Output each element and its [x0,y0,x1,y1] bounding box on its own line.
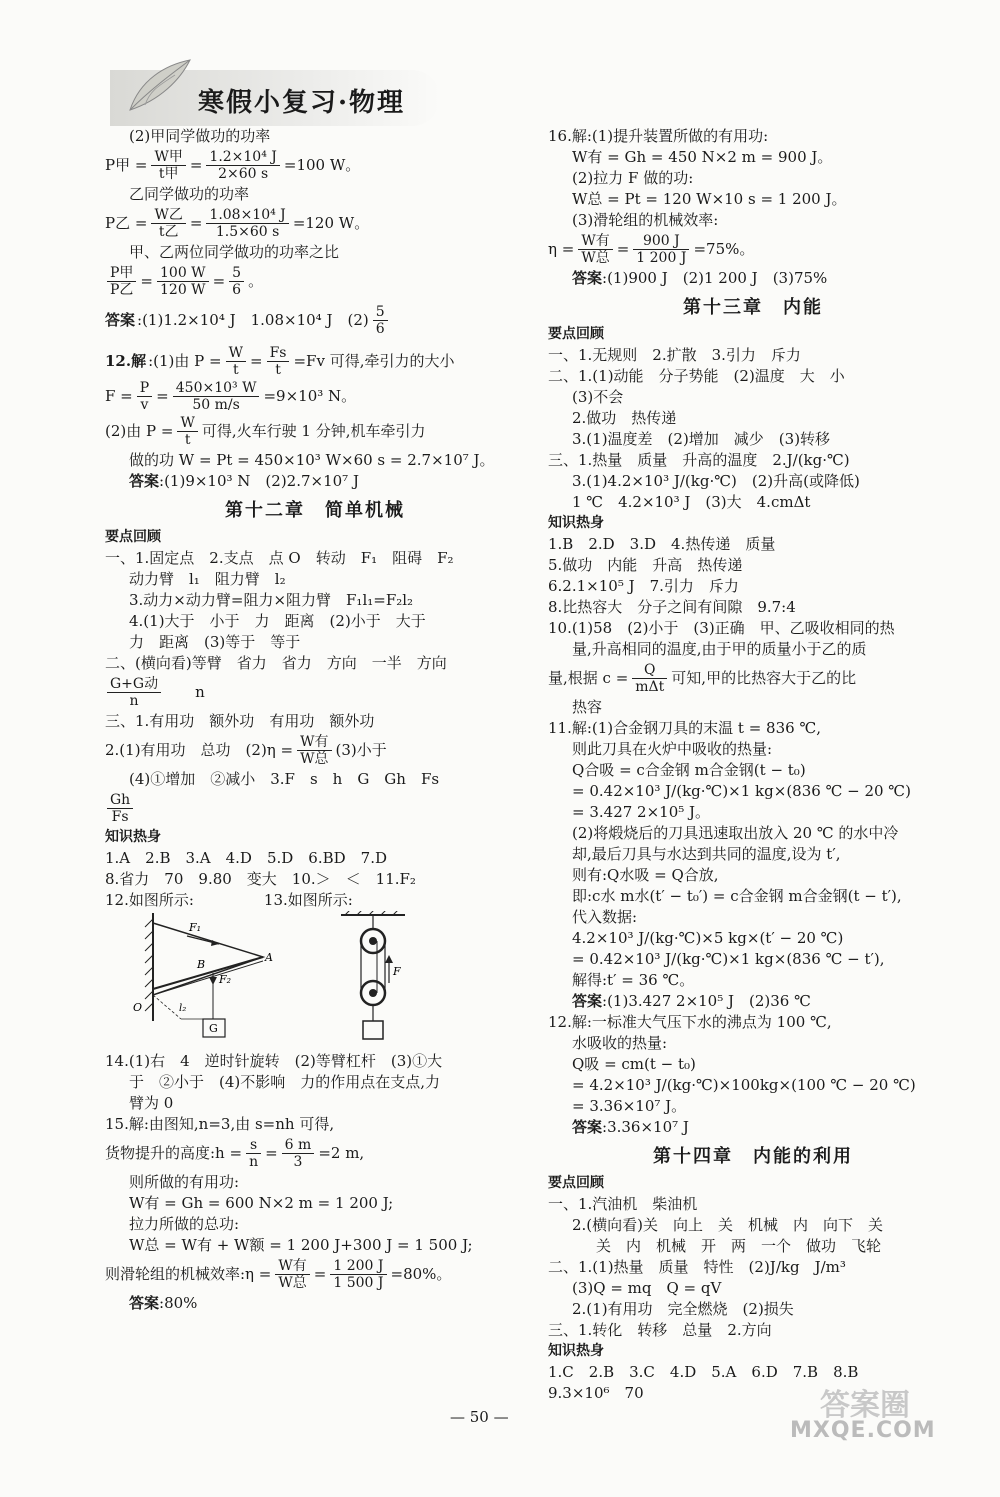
answer-line: 答案:3.36×10⁷ J [572,1118,689,1136]
text-line: 一、1.汽油机 柴油机 [548,1195,698,1213]
text-line: 量,升高相同的温度,由于甲的质量小于乙的质 [572,640,867,658]
section-label: 知识热身 [105,829,161,845]
arm-l2-label: l₂ [179,1003,187,1014]
text-line: (2)甲同学做功的功率 [129,127,271,145]
formula-line: P甲 = $\frac{\text{W甲}}{\text{t甲}}$ = $\frac{\text{1.2×10⁴ J}}{2\times 60 s}$ =100 W。 [105,149,361,182]
text-line: 6.2.1×10⁵ J 7.引力 斥力 [548,577,739,595]
weight-g-label: G [209,1022,218,1035]
lever-diagram [127,911,287,1049]
watermark-url: MXQE.COM [790,1418,936,1443]
text-line: Q吸 = cm(t − t₀) [572,1055,696,1073]
right-column [548,126,958,1404]
chapter-title: 第十四章 内能的利用 [653,1146,853,1167]
chapter-title: 第十三章 内能 [683,297,823,318]
answer-line: 答案:80% [129,1294,198,1312]
text-line: (3)不会 [572,388,624,406]
text-line: 即:c水 m水(t′ − t₀′) = c合金钢 m合金钢(t − t′), [572,887,902,905]
text-line: 拉力所做的总功: [129,1215,240,1233]
formula-line: 则滑轮组的机械效率:η = $\frac{\text{W有}}{\text{W总}}$ = $\frac{1 200 J}{1 500 J}$ =80%。 [105,1258,452,1291]
text-line: = 3.36×10⁷ J。 [572,1097,687,1115]
point-o-label: O [133,1001,143,1014]
text-line: = 3.427 2×10⁵ J。 [572,803,711,821]
leaf-icon [120,50,200,120]
text-line: 8.省力 70 9.80 变大 10.＞ ＜ 11.F₂ [105,870,416,888]
text-line: 4.(1)大于 小于 力 距离 (2)小于 大于 [129,612,426,630]
text-line: 却,最后刀具与水达到共同的温度,设为 t′, [572,845,841,863]
formula-line: 量,根据 c = $\frac{Q}{\text{mΔt}}$ 可知,甲的比热容大于乙的比 [548,662,857,695]
section-label: 要点回顾 [548,326,604,342]
force-f1-label: F₁ [189,921,202,934]
section-label: 要点回顾 [105,529,161,545]
page-number: — 50 — [450,1408,509,1426]
text-line: 则所做的有用功: [129,1173,240,1191]
formula-line: P乙 = $\frac{\text{W乙}}{\text{t乙}}$ = $\frac{\text{1.08×10⁴ J}}{1.5\times 60 s}$ =120 W。 [105,207,370,240]
formula-line: 货物提升的高度:h = $\frac{s}{n}$ = $\frac{6 m}{3}$ =2 m, [105,1137,365,1170]
text-line: 二、1.(1)动能 分子势能 (2)温度 大 小 [548,367,845,385]
text-line: 水吸收的热量: [572,1034,668,1052]
text-line: 热容 [572,698,603,716]
formula-line: 2.(1)有用功 总功 (2)η = $\frac{\text{W有}}{\text{W总}}$ (3)小于 [105,734,387,767]
section-label: 要点回顾 [548,1175,604,1191]
text-line: (3)Q = mq Q = qV [572,1279,722,1297]
text-line: 8.比热容大 分子之间有间隙 9.7:4 [548,598,796,616]
text-line: 12.如图所示: 13.如图所示: [105,891,353,909]
text-line: 二、1.(1)热量 质量 特性 (2)J/kg J/m³ [548,1258,846,1276]
text-line: 1.B 2.D 3.D 4.热传递 质量 [548,535,776,553]
text-line: (4)①增加 ②减小 3.F s h G Gh Fs [129,770,440,788]
text-line: 3.(1)温度差 (2)增加 减少 (3)转移 [572,430,831,448]
text-line: 一、1.固定点 2.支点 点 O 转动 F₁ 阻碍 F₂ [105,549,454,567]
figures-row [105,911,525,1051]
text-line: 臂为 0 [129,1094,174,1112]
text-line: 9.3×10⁶ 70 [548,1384,644,1402]
text-line: 2.(横向看)关 向上 关 机械 内 向下 关 [572,1216,884,1234]
text-line: 2.(1)有用功 完全燃烧 (2)损失 [572,1300,794,1318]
text-line: 解得:t′ = 36 ℃。 [572,971,695,989]
left-column [105,126,525,1314]
answer-line: 答案:(1)9×10³ N (2)2.7×10⁷ J [129,472,359,490]
force-f2-label: F₂ [219,973,232,986]
text-line: = 0.42×10³ J/(kg·℃)×1 kg×(836 ℃ − 20 ℃) [572,782,911,800]
text-line: 4.2×10³ J/(kg·℃)×5 kg×(t′ − 20 ℃) [572,929,844,947]
text-line: W有 = Gh = 450 N×2 m = 900 J。 [572,148,833,166]
text-line: (3)滑轮组的机械效率: [572,211,719,229]
text-line: 1.A 2.B 3.A 4.D 5.D 6.BD 7.D [105,849,387,867]
text-line: = 4.2×10³ J/(kg·℃)×100kg×(100 ℃ − 20 ℃) [572,1076,916,1094]
text-line: 乙同学做功的功率 [129,185,250,203]
formula-line: F = $\frac{P}{v}$ = $\frac{\text{450×10³ W}}{50 m/s}$ =9×10³ N。 [105,380,357,413]
section-label: 知识热身 [548,515,604,531]
text-line: 三、1.转化 转移 总量 2.方向 [548,1321,772,1339]
text-line: W总 = W有 + W额 = 1 200 J+300 J = 1 500 J; [129,1236,473,1254]
text-line: 3.(1)4.2×10³ J/(kg·℃) (2)升高(或降低) [572,472,860,490]
text-line: 1.C 2.B 3.C 4.D 5.A 6.D 7.B 8.B [548,1363,859,1381]
text-line: 12.解:一标准大气压下水的沸点为 100 ℃, [548,1013,832,1031]
problem-12: 12.解 :(1)由 P = $\frac{W}{t}$ = $\frac{Fs}{t}$ =Fv 可得,牵引力的大小 [105,345,455,378]
text-line: 代入数据: [572,908,638,926]
formula-line: η = $\frac{\text{W有}}{\text{W总}}$ = $\frac{900 J}{1 200 J}$ =75%。 [548,233,755,266]
text-line: 力 距离 (3)等于 等于 [129,633,301,651]
pulley-diagram [333,911,413,1049]
answer-line: 答案:(1)3.427 2×10⁵ J (2)36 ℃ [572,992,811,1010]
text-line: Q合吸 = c合金钢 m合金钢(t − t₀) [572,761,806,779]
formula-line: $\frac{\text{P甲}}{\text{P乙}}$ = $\frac{100 W}{120 W}$ = $\frac{5}{6}$ 。 [105,265,525,298]
text-line: 二、(横向看)等臂 省力 省力 方向 一半 方向 [105,654,447,672]
force-f-label: F [393,965,401,978]
point-b-label: B [197,958,206,971]
formula-line: (2)由 P = $\frac{W}{t}$ 可得,火车行驶 1 分钟,机车牵引力 [105,415,426,448]
text-line: 16.解:(1)提升装置所做的有用功: [548,127,769,145]
book-title: 寒假小复习·物理 [198,88,406,118]
text-line: 3.动力×动力臂=阻力×阻力臂 F₁l₁=F₂l₂ [129,591,414,609]
text-line: 关 内 机械 开 两 一个 做功 飞轮 [596,1237,882,1255]
answer-line: 答案:(1)900 J (2)1 200 J (3)75% [572,269,828,287]
formula-line: $\frac{Gh}{Fs}$ [105,792,525,825]
text-line: 甲、乙两位同学做功的功率之比 [129,243,340,261]
text-line: 一、1.无规则 2.扩散 3.引力 斥力 [548,346,801,364]
section-label: 知识热身 [548,1343,604,1359]
text-line: 动力臂 l₁ 阻力臂 l₂ [129,570,286,588]
text-line: 三、1.热量 质量 升高的温度 2.J/(kg·℃) [548,451,850,469]
chapter-title: 第十二章 简单机械 [225,500,405,521]
text-line: 11.解:(1)合金钢刀具的末温 t = 836 ℃, [548,719,822,737]
formula-line: $\frac{\text{G+G动}}{n}$ n [105,676,525,709]
text-line: 15.解:由图知,n=3,由 s=nh 可得, [105,1115,335,1133]
text-line: W总 = Pt = 120 W×10 s = 1 200 J。 [572,190,847,208]
point-a-label: A [265,951,273,964]
text-line: 10.(1)58 (2)小于 (3)正确 甲、乙吸收相同的热 [548,619,895,637]
text-line: = 0.42×10³ J/(kg·℃)×1 kg×(836 ℃ − t′), [572,950,885,968]
text-line: 于 ②小于 (4)不影响 力的作用点在支点,力 [129,1073,441,1091]
text-line: 14.(1)右 4 逆时针旋转 (2)等臂杠杆 (3)①大 [105,1052,443,1070]
text-line: 2.做功 热传递 [572,409,677,427]
text-line: W有 = Gh = 600 N×2 m = 1 200 J; [129,1194,394,1212]
text-line: 1 ℃ 4.2×10³ J (3)大 4.cmΔt [572,493,811,511]
text-line: 则有:Q水吸 = Q合放, [572,866,719,884]
text-line: 5.做功 内能 升高 热传递 [548,556,743,574]
text-line: (2)将煅烧后的刀具迅速取出放入 20 ℃ 的水中冷 [572,824,899,842]
watermark-logo: 答案圈 [820,1388,910,1423]
text-line: 做的功 W = Pt = 450×10³ W×60 s = 2.7×10⁷ J。 [129,451,495,469]
text-line: 则此刀具在火炉中吸收的热量: [572,740,773,758]
text-line: 三、1.有用功 额外功 有用功 额外功 [105,712,375,730]
answer-line: 答案 :(1)1.2×10⁴ J 1.08×10⁴ J (2) $\frac{5}{6}$ [105,304,525,337]
text-line: (2)拉力 F 做的功: [572,169,694,187]
